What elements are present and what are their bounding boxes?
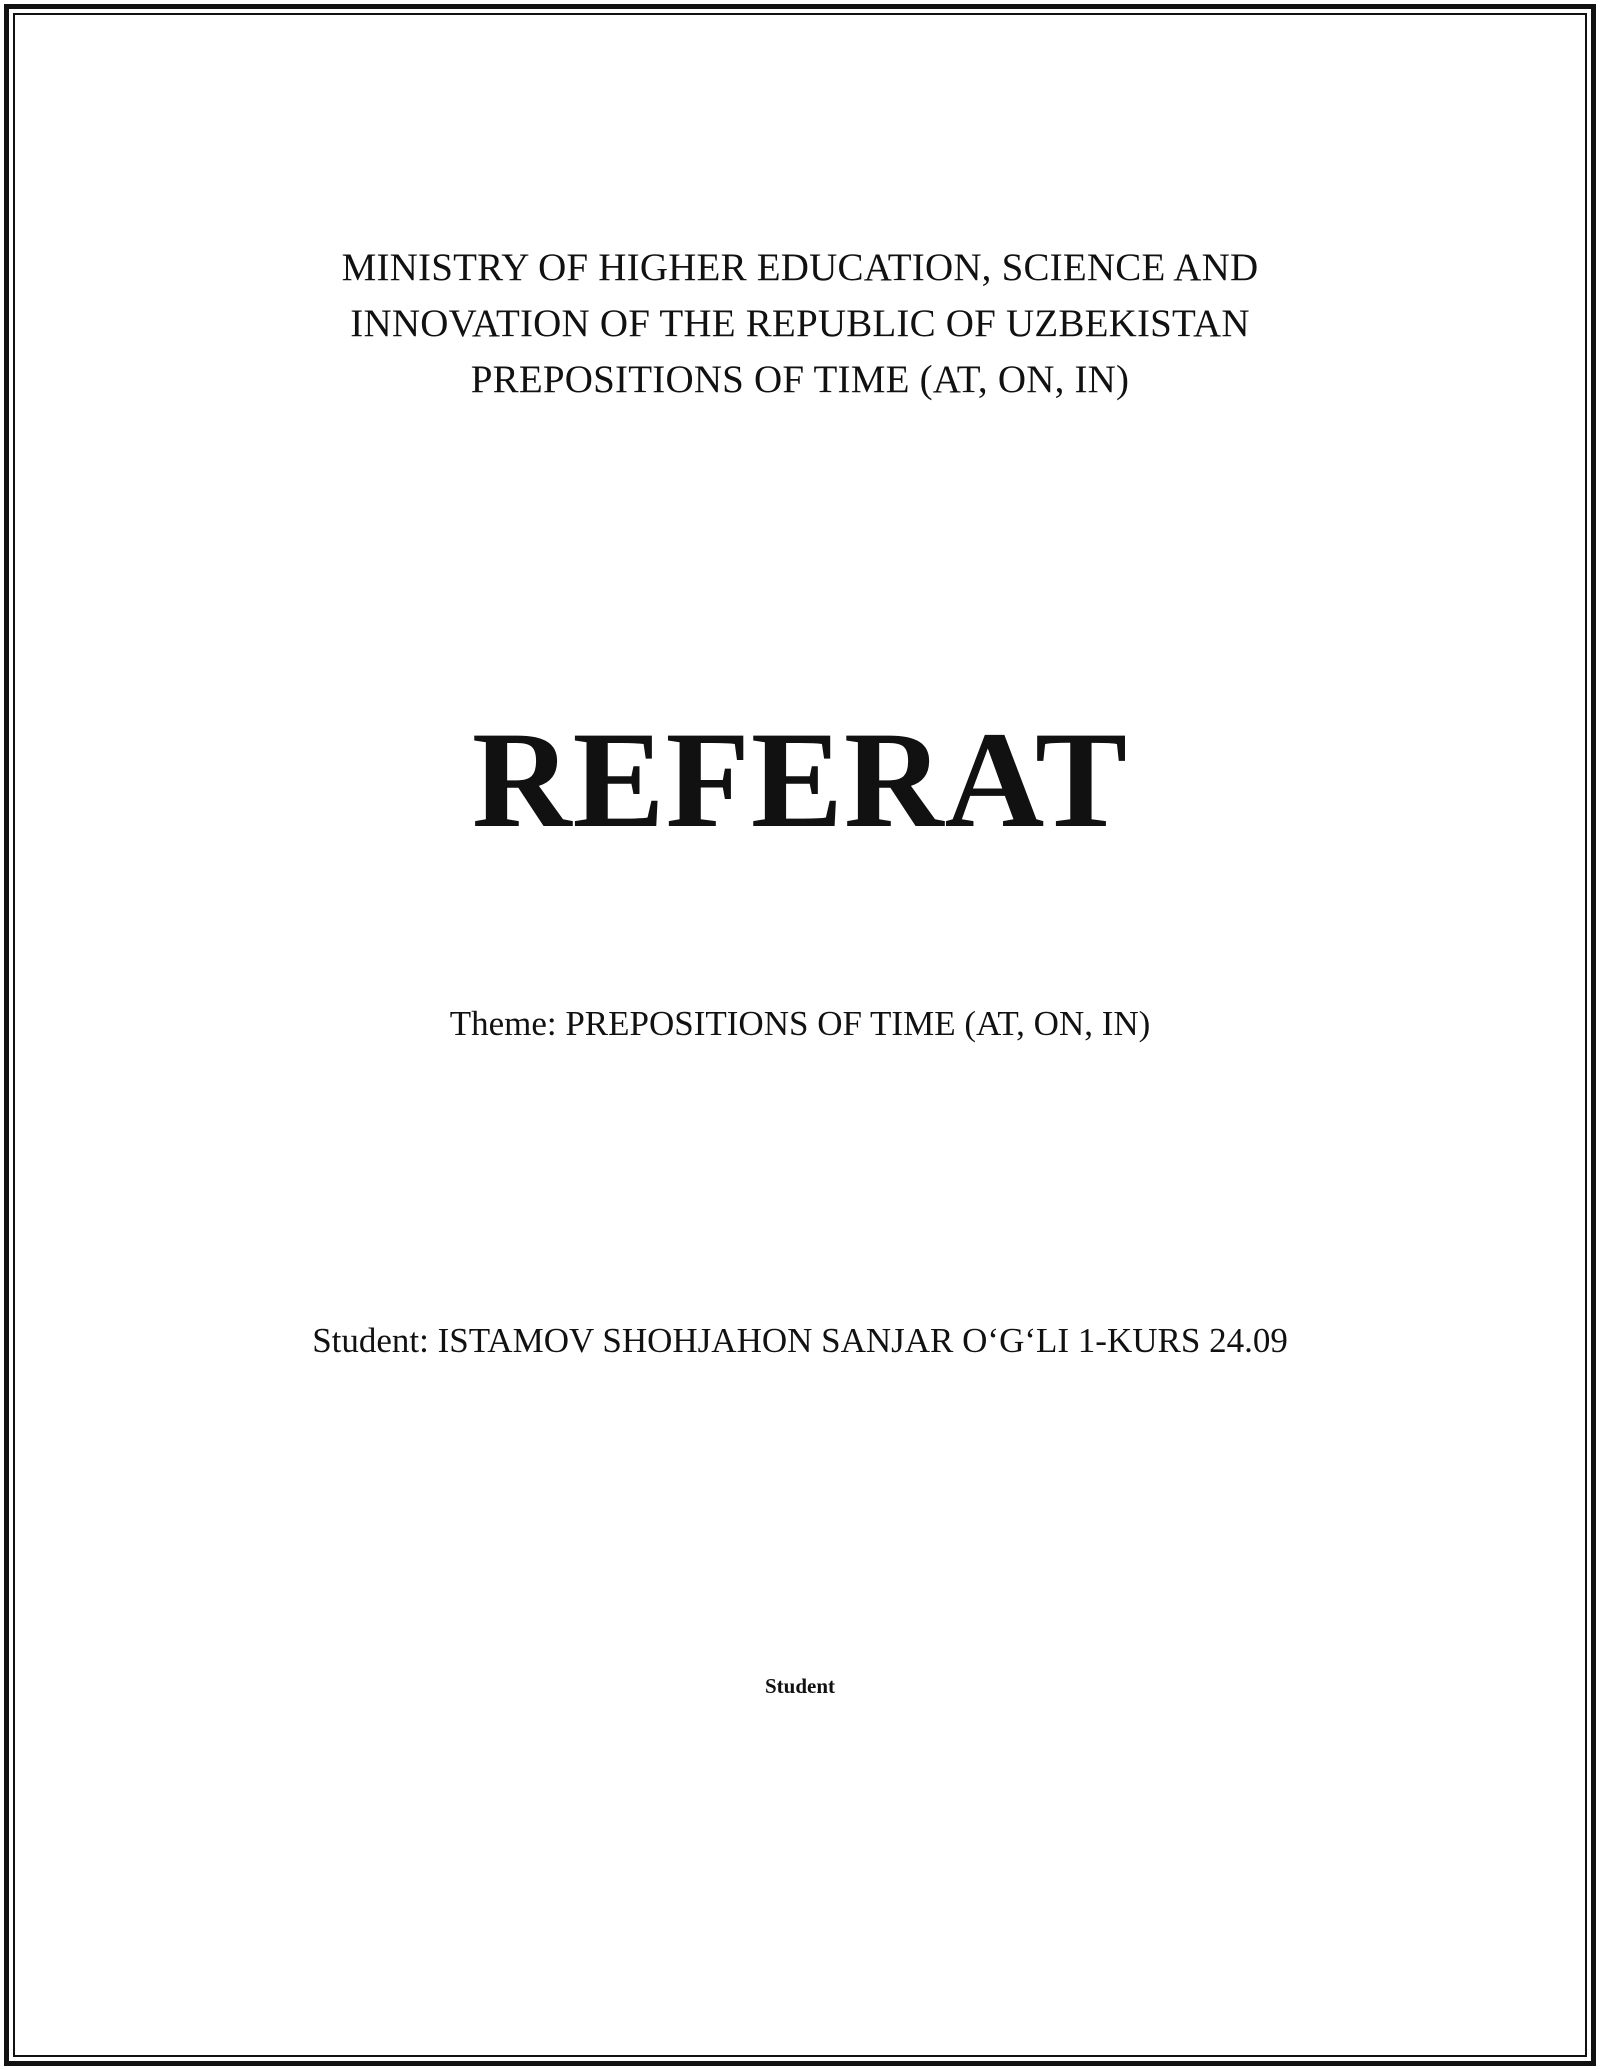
document-title: REFERAT [471, 703, 1129, 856]
header-line-1: MINISTRY OF HIGHER EDUCATION, SCIENCE AND [341, 246, 1259, 289]
header-line-3: PREPOSITIONS OF TIME (AT, ON, IN) [470, 358, 1130, 401]
theme-line: Theme: PREPOSITIONS OF TIME (AT, ON, IN) [449, 1004, 1151, 1043]
student-info: Student: ISTAMOV SHOHJAHON SANJAR O‘G‘LI 1-KURS 24.09 [312, 1321, 1288, 1360]
footer-student-label: Student [764, 1674, 836, 1698]
header-line-2: INNOVATION OF THE REPUBLIC OF UZBEKISTAN [350, 302, 1250, 345]
ministry-header [0, 240, 1600, 408]
